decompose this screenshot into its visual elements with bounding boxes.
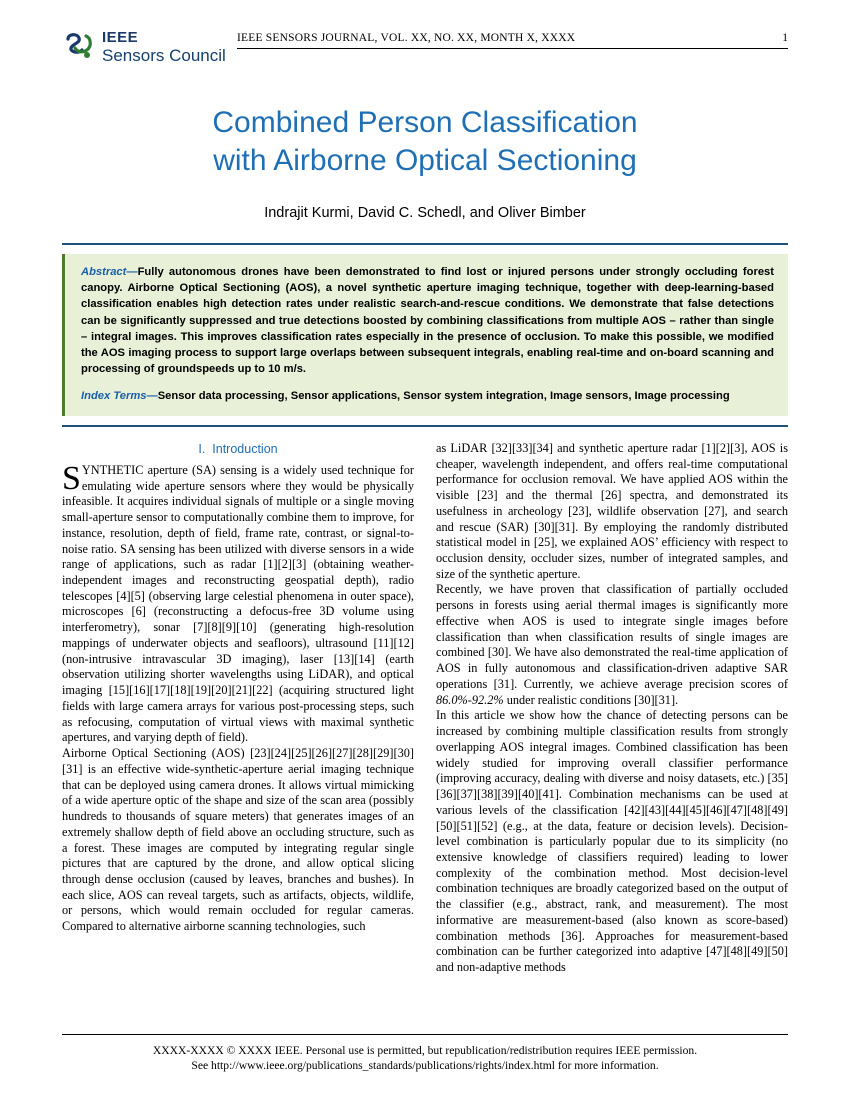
right-paragraph-3: In this article we show how the chance of detecting persons can be increased by combining multiple classification results from strongly overlapping AOS integral images. Combined classification has been widely studied for improving overall classifier performance (improving accuracy, dealing with diverse and noisy datasets, etc.) [35][36][37][38][39][40][41]. Combination mechanisms can be used at various levels of the classification [42][43][44][45][46][47][48][49][50][51][52] (e.g., at the data, feature or decision levels). Decision-level combination is particularly popular due to its simplicity (no extensive knowledge of classifiers required) leading to lower complexity of the combination method. Most decision-level combination techniques are broadly categorized based on the output of the classifier (e.g., abstract, rank, and measurement). The most informative are measurement-based (also known as score-based) combination methods [36]. Approaches for measurement-based combination can be further categorized into adaptive [47][48][49][50] and non-adaptive methods: [436, 708, 788, 975]
right-paragraph-2-emphasis: 86.0%-92.2%: [436, 692, 504, 707]
author-list: Indrajit Kurmi, David C. Schedl, and Oliver Bimber: [264, 205, 586, 221]
body-columns: [62, 441, 788, 1051]
ieee-sensors-council-logo: [62, 30, 237, 64]
index-terms-label: Index Terms—: [81, 389, 158, 402]
footer-copyright-line: XXXX-XXXX © XXXX IEEE. Personal use is permitted, but republication/redistribution requires IEEE permission.: [152, 1043, 698, 1057]
intro-paragraph-1: [62, 459, 414, 746]
abstract-box: [62, 254, 788, 416]
index-terms-text: Sensor data processing, Sensor applications, Sensor system integration, Image sensors, Image processing: [157, 389, 730, 402]
intro-paragraph-2: Airborne Optical Sectioning (AOS) [23][24][25][26][27][28][29][30][31] is an effective wide-synthetic-aperture aerial imaging technique that can be deployed using camera drones. It allows virtual mimicking of a wide aperture optic of the shape and size of the scan area (possibly hundreds to thousands of square meters) that generates images of an extremely shallow depth of field above an occluding structure, such as a forest. These images are computed by integrating regular single pictures that are captured by the drone, and allow optical slicing through dense occlusion (caused by leaves, branches and bushes). In each slice, AOS can reveal targets, such as artifacts, objects, wildlife, or persons, which would remain occluded for regular cameras. Compared to alternative airborne scanning technologies, such: [62, 746, 414, 934]
paper-title-line-1: Combined Person Classification: [212, 106, 638, 139]
journal-reference-line: IEEE SENSORS JOURNAL, VOL. XX, NO. XX, MONTH X, XXXX: [237, 32, 576, 44]
abstract-text: Fully autonomous drones have been demonstrated to find lost or injured persons under strongly occluding forest canopy. Airborne Optical Sectioning (AOS), a novel synthetic aperture imaging technique, together with deep-learning-based classification enables high detection rates under realistic search-and-rescue conditions. We demonstrate that false detections can be significantly suppressed and true detections boosted by combining classifications from multiple AOS – rather than single – integral images. This improves classification rates especially in the presence of occlusion. To make this possible, we modified the AOS imaging process to support large overlaps between subsequent integrals, enabling real-time and on-board scanning and processing of groundspeeds up to 10 m/s.: [81, 266, 774, 376]
section-title-text: Introduction: [212, 441, 278, 456]
title-divider-rule: [62, 243, 788, 245]
right-paragraph-2-part-b: under realistic conditions [30][31].: [503, 692, 679, 707]
section-number: I.: [198, 441, 206, 456]
abstract-label: Abstract—: [81, 266, 138, 278]
drop-cap: S: [62, 459, 81, 497]
header-rule-area: [237, 32, 788, 49]
intro-paragraph-1-text: YNTHETIC aperture (SA) sensing is a widely used technique for emulating wide aperture sensors where they would be physically infeasible. It acquires individual signals of multiple or a single moving small-aperture sensor to computationally combine them to improve, for instance, resolution, depth of field, frame rate, contrast, or signal-to-noise ratio. SA sensing has been utilized with diverse sensors in a wide range of applications, such as radar [1][2][3] (obtaining weather-independent images and reconstructing geospatial depth), radio telescopes [4][5] (observing large celestial phenomena in outer space), microscopes [6] (reconstructing a defocus-free 3D volume using interferometry), sonar [7][8][9][10] (generating high-resolution mappings of underwater objects and seafloors), ultrasound [11][12] (non-intrusive intravascular 3D imaging), laser [13][14] (earth observation utilizing shorter wavelengths using LiDAR), and optical imaging [15][16][17][18][19][20][21][22] (acquiring structured light fields with large camera arrays for various post-processing steps, such as refocusing, computation of virtual views with maximal synthetic apertures, and varying depth of field).: [62, 462, 414, 745]
page-footer: [62, 1034, 788, 1074]
section-heading-introduction: [62, 441, 414, 457]
index-terms-paragraph: [81, 388, 774, 404]
ieee-logo-icon: [62, 30, 96, 64]
paper-title: [62, 104, 788, 179]
page-number: 1: [782, 32, 788, 44]
logo-ieee-text: IEEE: [102, 29, 139, 46]
column-left: [62, 441, 414, 1051]
right-paragraph-2-part-a: Recently, we have proven that classification of partially occluded persons in forests using aerial thermal images is significantly more effective when AOS is used to integrate single images before classification than when classification results of single images are combined [30]. We have also demonstrated the real-time application of AOS in fully autonomous and classification-driven adaptive SAR operations [31]. Currently, we achieve average precision scores of: [436, 582, 788, 691]
right-paragraph-2: [436, 582, 788, 708]
footer-divider-rule: [62, 1034, 788, 1035]
paper-title-line-2: with Airborne Optical Sectioning: [213, 143, 637, 177]
logo-society-text: Sensors Council: [102, 46, 226, 65]
right-paragraph-1: as LiDAR [32][33][34] and synthetic aperture radar [1][2][3], AOS is cheaper, wavelength independent, and offers real-time computational performance for occlusion removal. We have applied AOS within the visible [23] and the thermal [26] spectra, and demonstrated its usefulness in archeology [23], wildlife observation [27], and search and rescue (SAR) [30][31]. By employing the randomly distributed statistical model in [25], we explained AOS’ efficiency with respect to occlusion density, occluder sizes, number of integrated samples, and size of the synthetic aperture.: [436, 440, 788, 581]
logo-wordmark: [102, 30, 226, 64]
abstract-paragraph: [81, 264, 774, 378]
column-right: [436, 441, 788, 1051]
page-header: [62, 28, 788, 74]
footer-rights-link-line: See http://www.ieee.org/publications_standards/publications/rights/index.html for more information.: [191, 1059, 659, 1073]
abstract-divider-rule: [62, 425, 788, 427]
abstract-section: [62, 254, 788, 416]
